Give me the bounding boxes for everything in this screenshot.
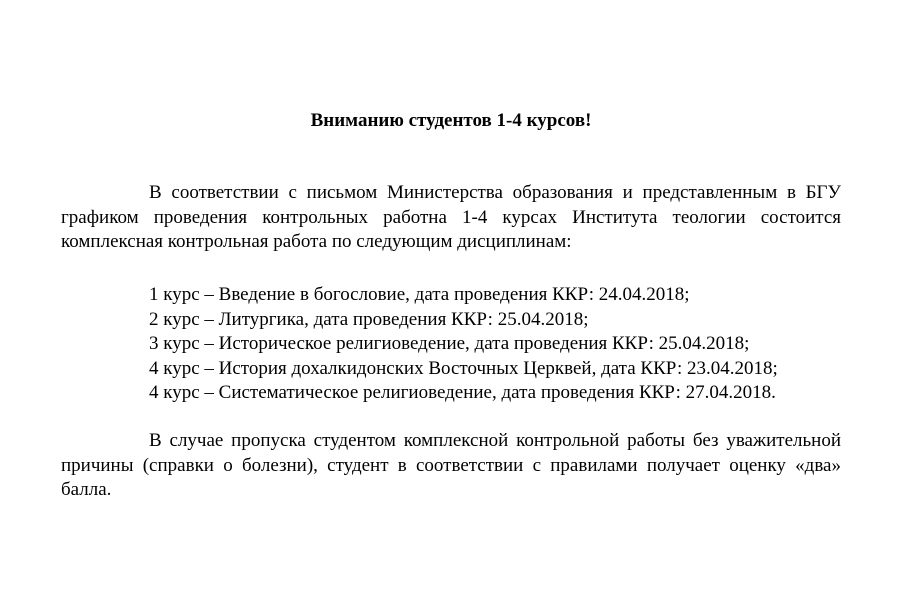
closing-paragraph: В случае пропуска студентом комплексной контрольной работы без уважительной причины (справки о болезни), студент в соответствии с правилами получает оценку «два» балла.	[61, 430, 841, 500]
course-item-5: 4 курс – Систематическое религиоведение, дата проведения ККР: 27.04.2018.	[149, 382, 776, 403]
intro-paragraph: В соответствии с письмом Министерства образования и представленным в БГУ графиком проведения контрольных работна 1-4 курсах Института теологии состоится комплексная контрольная работа по следующим дисциплинам:	[61, 182, 841, 252]
course-item-3: 3 курс – Историческое религиоведение, дата проведения ККР: 25.04.2018;	[149, 333, 750, 354]
course-item-2: 2 курс – Литургика, дата проведения ККР: 25.04.2018;	[149, 308, 589, 330]
course-item-1: 1 курс – Введение в богословие, дата проведения ККР: 24.04.2018;	[149, 284, 690, 305]
document-page	[61, 0, 841, 600]
document-title: Вниманию студентов 1-4 курсов!	[310, 110, 592, 131]
course-item-4: 4 курс – История дохалкидонских Восточных Церквей, дата ККР: 23.04.2018;	[149, 357, 778, 379]
course-list	[149, 283, 778, 406]
